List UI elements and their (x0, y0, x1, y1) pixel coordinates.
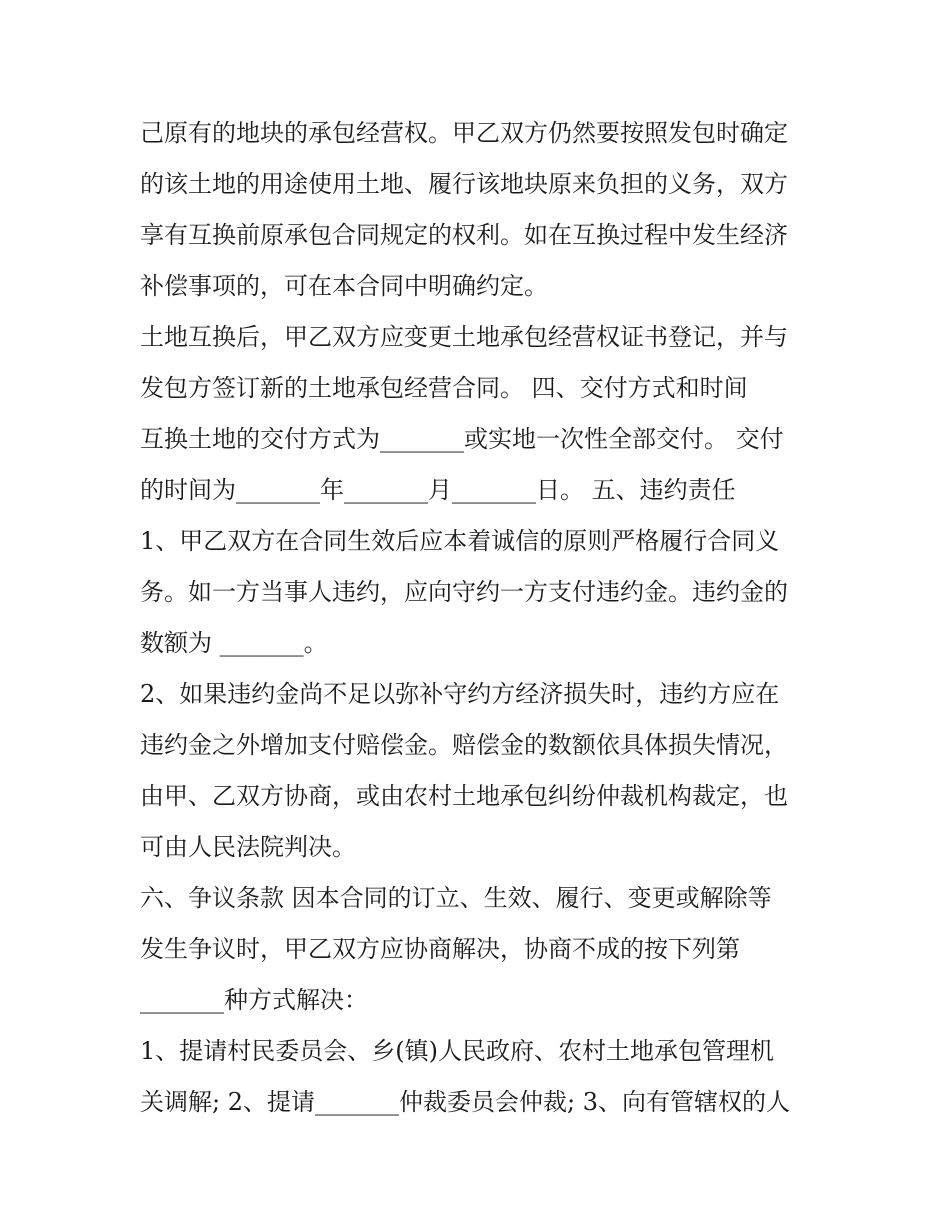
text-line: 六、争议条款 因本合同的订立、生效、履行、变更或解除等 (140, 884, 772, 912)
text-line: 发生争议时，甲乙双方应协商解决，协商不成的按下列第 (140, 935, 740, 963)
contract-text-body (140, 108, 830, 1128)
text-line: 1、提请村民委员会、乡(镇)人民政府、农村土地承包管理机 (140, 1037, 774, 1065)
text-line: 补偿事项的，可在本合同中明确约定。 (140, 272, 548, 300)
text-line: 1、甲乙双方在合同生效后应本着诚信的原则严格履行合同义 (140, 527, 780, 555)
text-line: 关调解; 2、提请_______仲裁委员会仲裁; 3、向有管辖权的人 (140, 1088, 790, 1116)
text-line: _______种方式解决： (140, 986, 368, 1014)
text-line: 的该土地的用途使用土地、履行该地块原来负担的义务，双方 (140, 170, 788, 198)
text-line: 违约金之外增加支付赔偿金。赔偿金的数额依具体损失情况， (140, 731, 788, 759)
text-line: 己原有的地块的承包经营权。甲乙双方仍然要按照发包时确定 (140, 119, 788, 147)
text-line: 互换土地的交付方式为_______或实地一次性全部交付。 交付 (140, 425, 784, 453)
text-line: 土地互换后，甲乙双方应变更土地承包经营权证书登记，并与 (140, 323, 788, 351)
text-line: 2、如果违约金尚不足以弥补守约方经济损失时，违约方应在 (140, 680, 780, 708)
text-line: 可由人民法院判决。 (140, 833, 356, 861)
text-line: 享有互换前原承包合同规定的权利。如在互换过程中发生经济 (140, 221, 788, 249)
text-line: 由甲、乙双方协商，或由农村土地承包纠纷仲裁机构裁定，也 (140, 782, 788, 810)
text-line: 数额为 _______。 (140, 629, 328, 657)
text-line: 的时间为_______年_______月_______日。 五、违约责任 (140, 476, 736, 504)
text-line: 发包方签订新的土地承包经营合同。 四、交付方式和时间 (140, 374, 748, 402)
text-line: 务。如一方当事人违约，应向守约一方支付违约金。违约金的 (140, 578, 788, 606)
